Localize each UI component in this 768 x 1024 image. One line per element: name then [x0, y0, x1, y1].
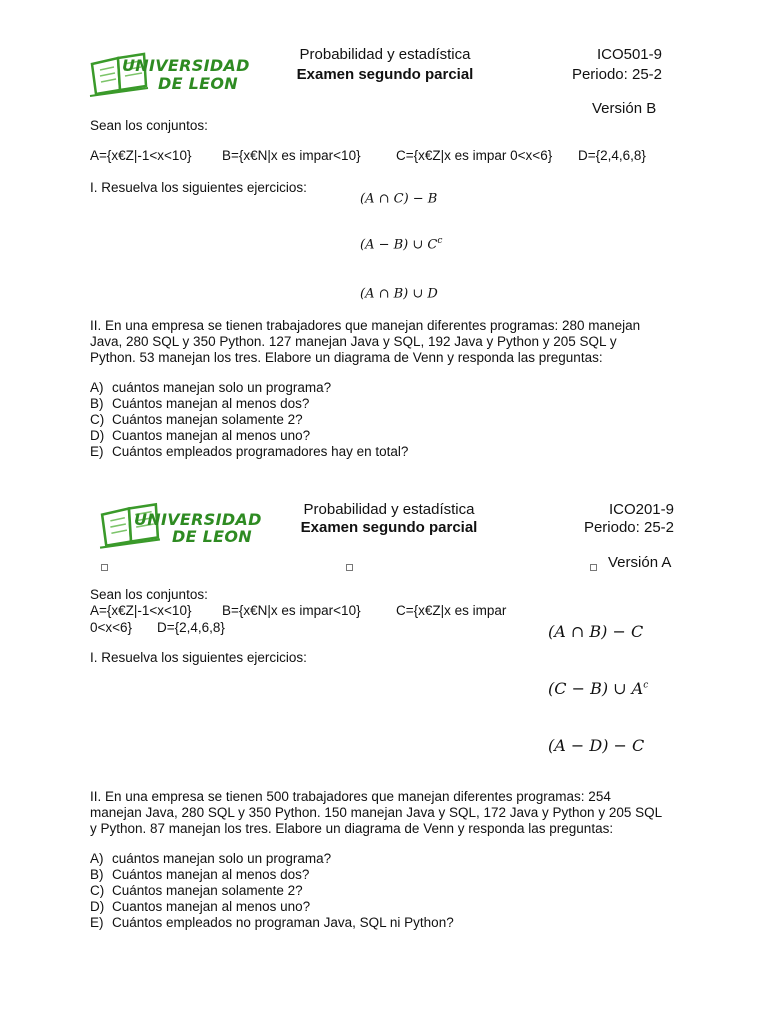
part1-title: I. Resuelva los siguientes ejercicios: — [90, 650, 307, 665]
exercise-2: (A − B) ∪ $C^c$ — [360, 236, 443, 253]
university-name-line2: DE LEON — [158, 74, 238, 93]
question-b: B) Cuántos manejan al menos dos? — [90, 396, 310, 411]
period: Periodo: 25-2 — [571, 66, 662, 83]
university-name-line2: DE LEON — [172, 527, 252, 546]
exercise-1: (A ∩ C) − B — [360, 191, 438, 207]
course-title: Probabilidad y estadística — [303, 501, 475, 518]
exercise-2: (C − B) ∪ $A^c$ — [548, 679, 649, 698]
exam-title: Examen segundo parcial — [296, 66, 474, 83]
exercise-3: (A − D) − C — [548, 736, 645, 755]
placeholder-box-icon — [346, 564, 353, 571]
exam-title: Examen segundo parcial — [300, 519, 478, 536]
question-d: D) Cuantos manejan al menos uno? — [90, 428, 311, 443]
part2-line-1: II. En una empresa se tienen trabajadores que manejan diferentes programas: 280 manejan — [90, 318, 641, 333]
set-c-continued: 0<x<6} — [90, 620, 133, 635]
question-c: C) Cuántos manejan solamente 2? — [90, 883, 303, 898]
question-b: B) Cuántos manejan al menos dos? — [90, 867, 310, 882]
version-label: Versión B — [592, 100, 657, 117]
set-c: C={x€Z|x es impar 0<x<6} — [396, 148, 553, 163]
period: Periodo: 25-2 — [583, 519, 674, 536]
set-a: A={x€Z|-1<x<10} — [90, 603, 192, 618]
university-name-line1: UNIVERSIDAD — [134, 510, 262, 529]
part2-line-3: Python. 53 manejan los tres. Elabore un diagrama de Venn y responda las preguntas: — [90, 350, 603, 365]
set-d: D={2,4,6,8} — [578, 148, 646, 163]
part1-title: I. Resuelva los siguientes ejercicios: — [90, 180, 307, 195]
exercise-1: (A ∩ B) − C — [548, 622, 644, 641]
course-title: Probabilidad y estadística — [299, 46, 471, 63]
set-a: A={x€Z|-1<x<10} — [90, 148, 192, 163]
set-b: B={x€N|x es impar<10} — [222, 603, 361, 618]
question-a: A) cuántos manejan solo un programa? — [90, 851, 332, 866]
exercise-3: (A ∩ B) ∪ D — [360, 286, 438, 302]
question-e: E) Cuántos empleados programadores hay en total? — [90, 444, 409, 459]
version-label: Versión A — [608, 554, 672, 571]
question-e: E) Cuántos empleados no programan Java, SQL ni Python? — [90, 915, 454, 930]
part2-line-3: y Python. 87 manejan los tres. Elabore un diagrama de Venn y responda las preguntas: — [90, 821, 614, 836]
sets-intro: Sean los conjuntos: — [90, 587, 208, 602]
part2-line-2: Java, 280 SQL y 350 Python. 127 manejan Java y SQL, 192 Java y Python y 205 SQL y — [90, 334, 617, 349]
set-c: C={x€Z|x es impar — [396, 603, 507, 618]
set-d: D={2,4,6,8} — [157, 620, 225, 635]
set-b: B={x€N|x es impar<10} — [222, 148, 361, 163]
course-code: ICO201-9 — [608, 501, 674, 518]
placeholder-box-icon — [590, 564, 597, 571]
sets-intro: Sean los conjuntos: — [90, 118, 208, 133]
part2-line-1: II. En una empresa se tienen 500 trabajadores que manejan diferentes programas: 254 — [90, 789, 611, 804]
course-code: ICO501-9 — [596, 46, 662, 63]
question-a: A) cuántos manejan solo un programa? — [90, 380, 332, 395]
part2-line-2: manejan Java, 280 SQL y 350 Python. 150 manejan Java y SQL, 172 Java y Python y 205 SQL — [90, 805, 663, 820]
question-d: D) Cuantos manejan al menos uno? — [90, 899, 311, 914]
question-c: C) Cuántos manejan solamente 2? — [90, 412, 303, 427]
university-name-line1: UNIVERSIDAD — [122, 56, 250, 75]
placeholder-box-icon — [101, 564, 108, 571]
